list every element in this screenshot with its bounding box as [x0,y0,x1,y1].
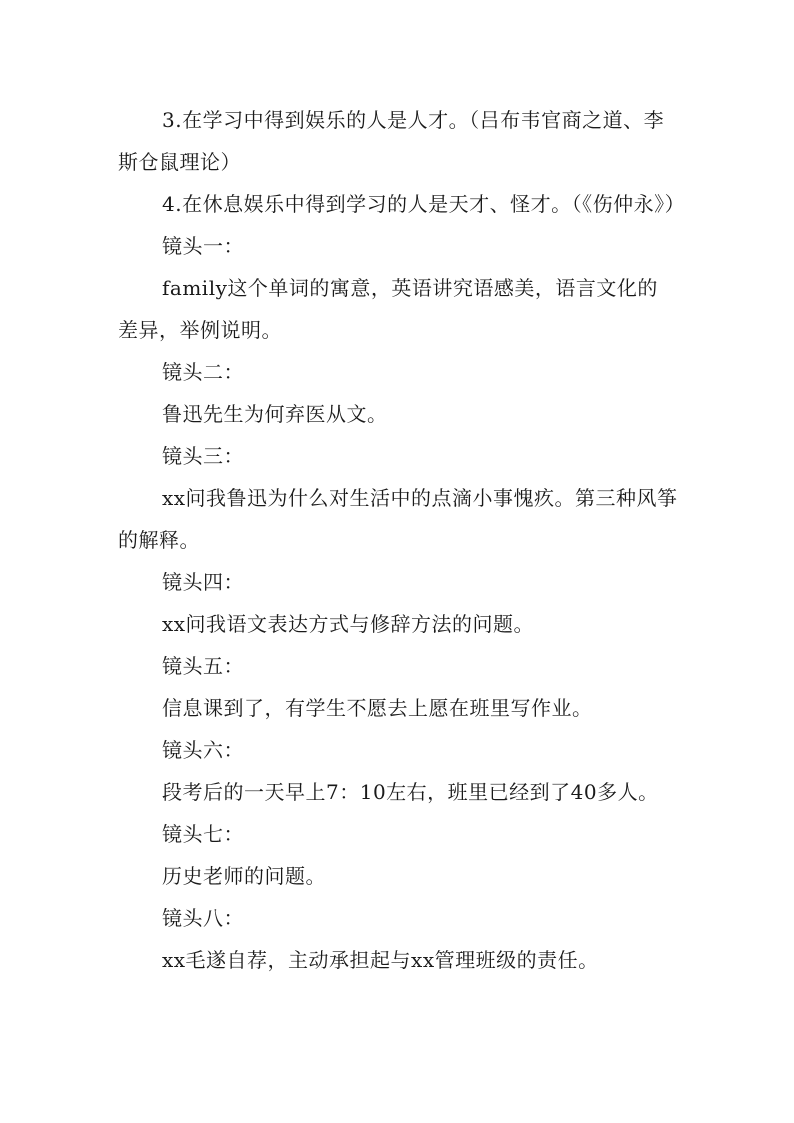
scene-heading-2: 镜头二： [162,360,244,384]
scene-text-4: xx问我语文表达方式与修辞方法的问题。 [162,612,535,636]
scene-text-8: xx毛遂自荐，主动承担起与xx管理班级的责任。 [162,948,599,972]
scene-text-1: family这个单词的寓意，英语讲究语感美，语言文化的差异，举例说明。 [118,276,658,342]
scene-text-5: 信息课到了，有学生不愿去上愿在班里写作业。 [162,696,593,720]
scene-heading-5: 镜头五： [162,654,244,678]
scene-heading-1: 镜头一： [162,234,244,258]
paragraph-genius-4: 4.在休息娱乐中得到学习的人是天才、怪才。（《伤仲永》） [162,192,686,216]
scene-text-7: 历史老师的问题。 [162,864,326,888]
scene-heading-6: 镜头六： [162,738,244,762]
scene-text-3: xx问我鲁迅为什么对生活中的点滴小事愧疚。第三种风筝的解释。 [118,486,678,552]
scene-text-6: 段考后的一天早上7：10左右，班里已经到了40多人。 [162,780,659,804]
scene-text-2: 鲁迅先生为何弃医从文。 [162,402,388,426]
scene-heading-7: 镜头七： [162,822,244,846]
scene-heading-8: 镜头八： [162,906,244,930]
paragraph-talent-3: 3.在学习中得到娱乐的人是人才。（吕布韦官商之道、李斯仓鼠理论） [118,108,665,174]
scene-heading-3: 镜头三： [162,444,244,468]
scene-heading-4: 镜头四： [162,570,244,594]
document-body [118,99,686,981]
